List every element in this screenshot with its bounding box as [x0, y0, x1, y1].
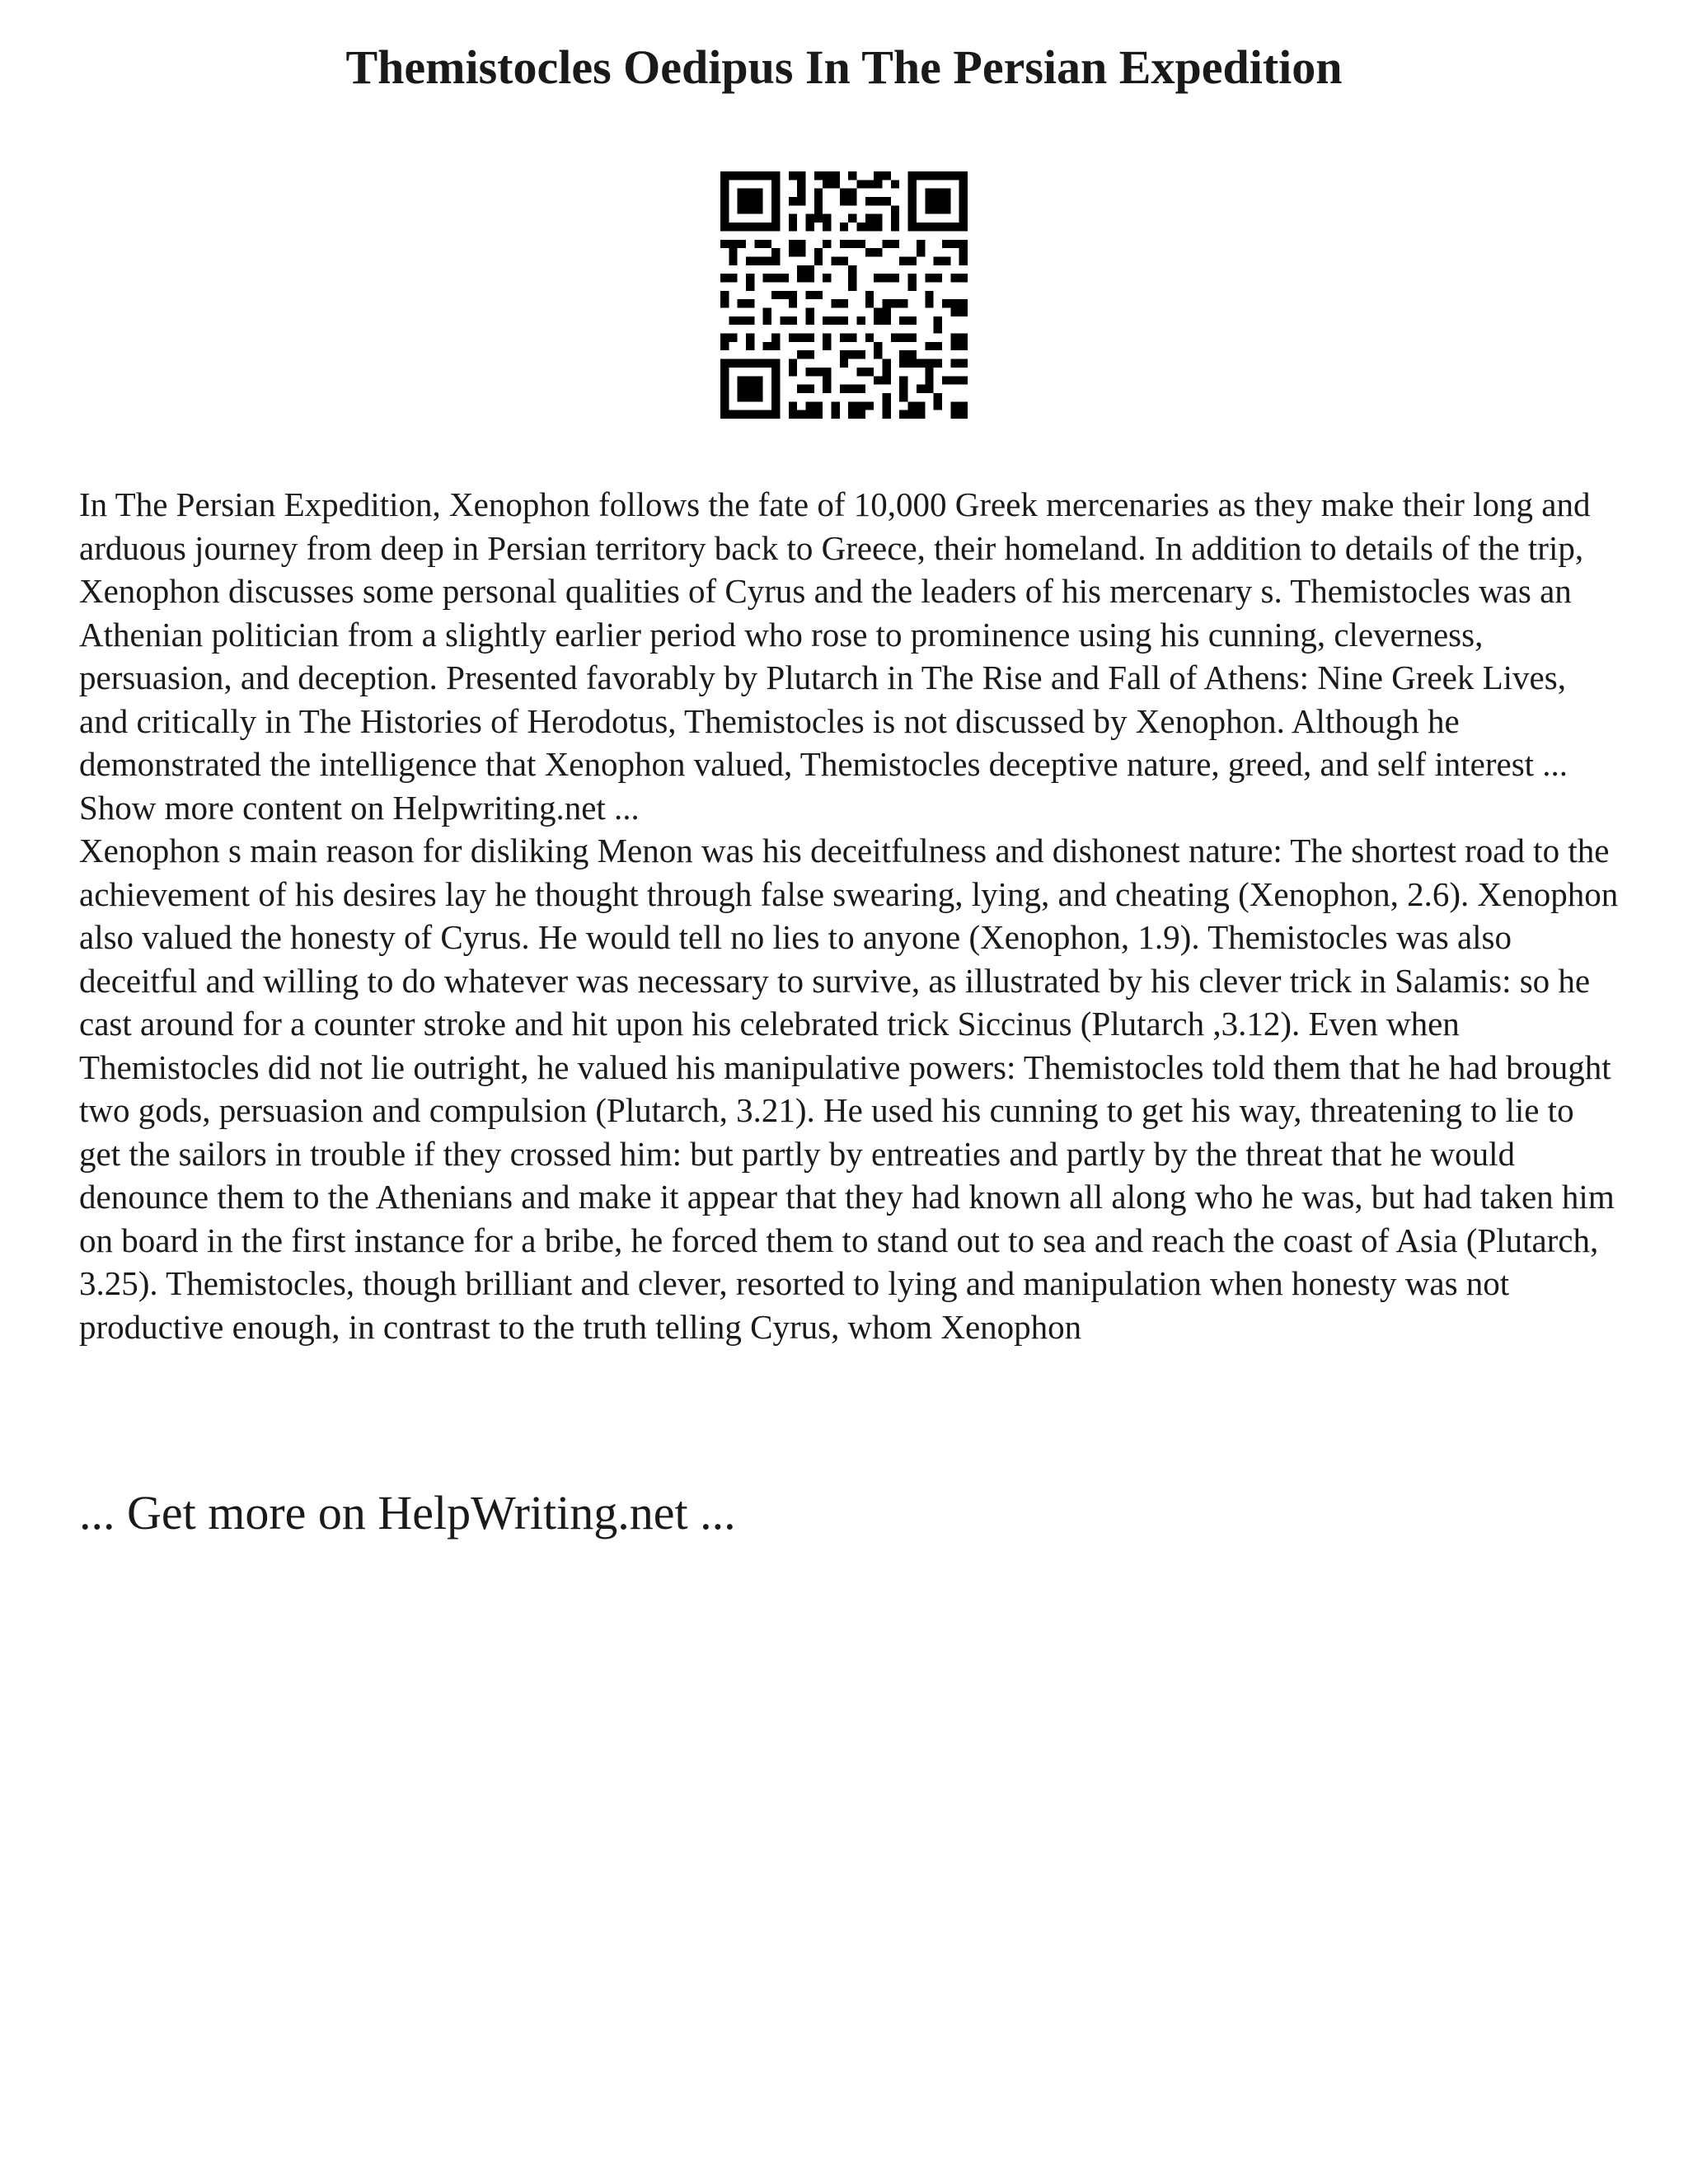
- article-body: [79, 483, 1620, 1348]
- paragraph-1: In The Persian Expedition, Xenophon follows the fate of 10,000 Greek mercenaries as they make their long and arduous journey from deep in Persian territory back to Greece, their homeland. In addition to details of the trip, Xenophon discusses some personal qualities of Cyrus and the leaders of his mercenary s. Themistocles was an Athenian politician from a slightly earlier period who rose to prominence using his cunning, cleverness, persuasion, and deception. Presented favorably by Plutarch in The Rise and Fall of Athens: Nine Greek Lives, and critically in The Histories of Herodotus, Themistocles is not discussed by Xenophon. Although he demonstrated the intelligence that Xenophon valued, Themistocles deceptive nature, greed, and self interest ... Show more content on Helpwriting.net ...: [79, 485, 1591, 827]
- get-more-link[interactable]: ... Get more on HelpWriting.net ...: [79, 1486, 736, 1540]
- paragraph-2: Xenophon s main reason for disliking Menon was his deceitfulness and dishonest nature: The shortest road to the achievement of his desires lay he thought through false swearing, lying, and cheating (Xenophon, 2.6). Xenophon also valued the honesty of Cyrus. He would tell no lies to anyone (Xenophon, 1.9). Themistocles was also deceitful and willing to do whatever was necessary to survive, as illustrated by his clever trick in Salamis: so he cast around for a counter stroke and hit upon his celebrated trick Siccinus (Plutarch ,3.12). Even when Themistocles did not lie outright, he valued his manipulative powers: Themistocles told them that he had brought two gods, persuasion and compulsion (Plutarch, 3.21). He used his cunning to get his way, threatening to lie to get the sailors in trouble if they crossed him: but partly by entreaties and partly by the threat that he would denounce them to the Athenians and make it appear that they had known all along who he was, but had taken him on board in the first instance for a bribe, he forced them to stand out to sea and reach the coast of Asia (Plutarch, 3.25). Themistocles, though brilliant and clever, resorted to lying and manipulation when honesty was not productive enough, in contrast to the truth telling Cyrus, whom Xenophon: [79, 832, 1619, 1346]
- page-title: Themistocles Oedipus In The Persian Expedition: [345, 40, 1343, 94]
- qr-code-icon: [720, 171, 968, 419]
